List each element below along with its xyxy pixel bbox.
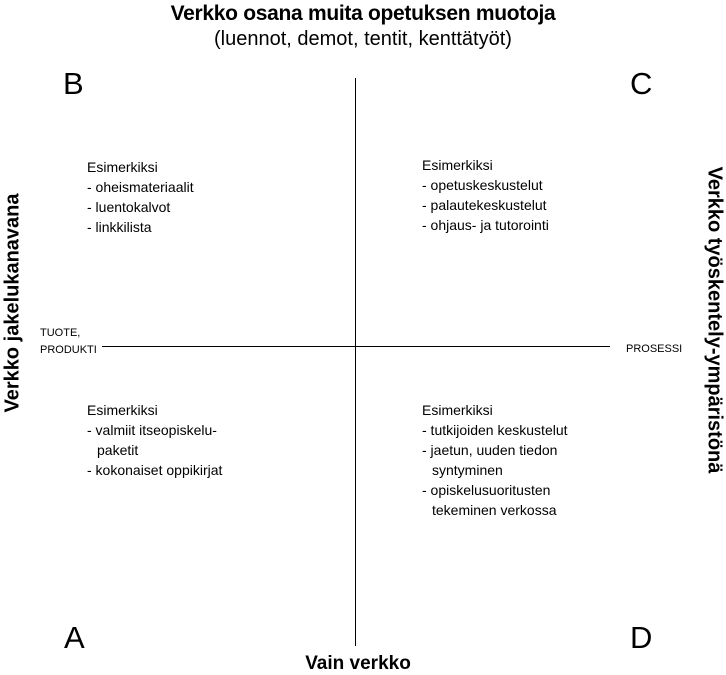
axis-label-product-line1: TUOTE, — [40, 327, 81, 339]
quadrant-b-item: - linkkilista — [87, 219, 152, 235]
axis-label-process: PROSESSI — [626, 343, 683, 355]
bottom-title: Vain verkko — [305, 653, 411, 674]
quadrant-b-examples — [87, 157, 194, 237]
quadrant-b-heading: Esimerkiksi — [87, 159, 158, 175]
corner-label-c: C — [630, 66, 653, 101]
quadrant-c-item: - opetuskeskustelut — [422, 177, 543, 193]
diagram-subtitle: (luennot, demot, tentit, kenttätyöt) — [214, 28, 512, 50]
quadrant-a-item: - valmiit itseopiskelu- — [87, 422, 217, 438]
horizontal-axis-line — [102, 346, 610, 347]
quadrant-a-examples — [87, 400, 222, 480]
right-axis-title: Verkko työskentely-ympäristönä — [703, 166, 726, 474]
quadrant-a-item: paketit — [97, 442, 139, 458]
corner-label-a: A — [64, 620, 85, 655]
quadrant-c-item: - ohjaus- ja tutorointi — [422, 217, 549, 233]
quadrant-d-item: tekeminen verkossa — [432, 502, 557, 518]
quadrant-d-item: - opiskelusuoritusten — [422, 482, 551, 498]
quadrant-a-item: - kokonaiset oppikirjat — [87, 462, 223, 478]
quadrant-d-item: - tutkijoiden keskustelut — [422, 422, 568, 438]
quadrant-c-examples — [422, 155, 549, 235]
quadrant-d-examples — [422, 400, 568, 520]
quadrant-b-item: - oheismateriaalit — [87, 179, 194, 195]
corner-label-b: B — [63, 66, 84, 101]
quadrant-b-item: - luentokalvot — [87, 199, 171, 215]
corner-label-d: D — [630, 620, 653, 655]
axis-label-product-line2: PRODUKTI — [40, 344, 97, 356]
axis-label-product — [40, 325, 97, 359]
quadrant-d-item: - jaetun, uuden tiedon — [422, 442, 558, 458]
diagram-title: Verkko osana muita opetuksen muotoja — [170, 2, 556, 25]
quadrant-c-heading: Esimerkiksi — [422, 157, 493, 173]
vertical-axis-line — [355, 78, 356, 646]
quadrant-d-item: syntyminen — [432, 462, 503, 478]
quadrant-a-heading: Esimerkiksi — [87, 402, 158, 418]
left-axis-title: Verkko jakelukanavana — [1, 193, 24, 413]
quadrant-d-heading: Esimerkiksi — [422, 402, 493, 418]
quadrant-c-item: - palautekeskustelut — [422, 197, 547, 213]
